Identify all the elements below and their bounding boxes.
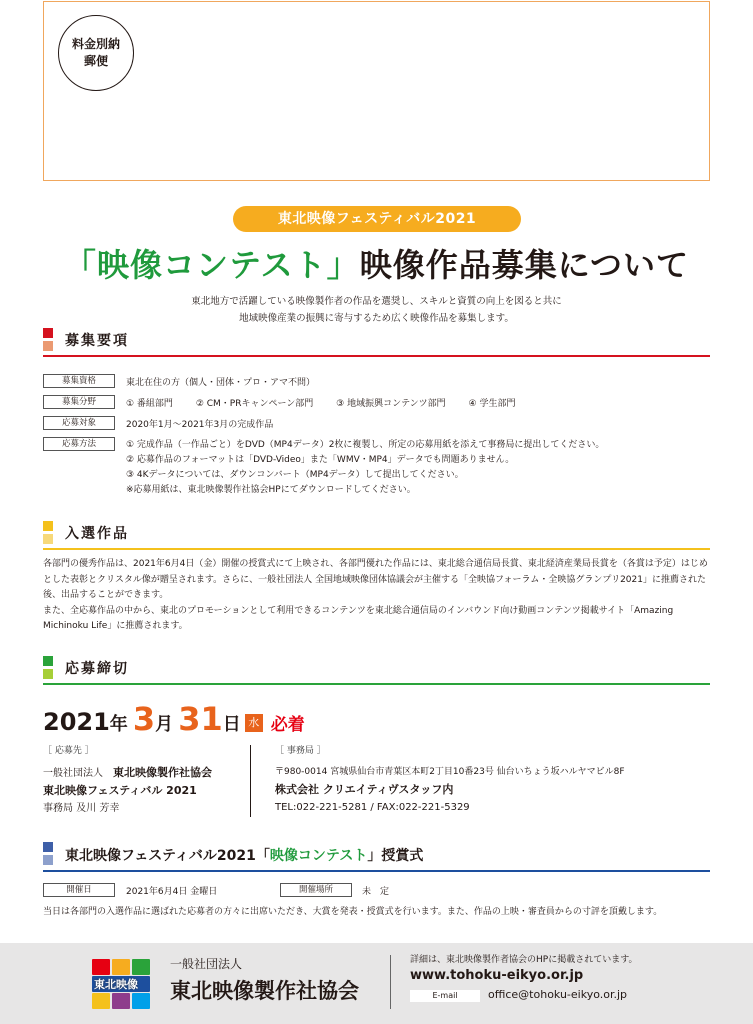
section-marker xyxy=(43,656,53,666)
address-area xyxy=(43,1,710,181)
title-highlight: 映像コンテスト xyxy=(96,246,327,284)
org-name: 東北映像製作社協会 xyxy=(113,766,212,779)
section-title: 募集要項 xyxy=(65,333,129,349)
award-date: 2021年6月4日 金曜日 xyxy=(126,887,218,897)
office-address: 〒980-0014 宮城県仙台市青葉区本町2丁目10番23号 仙台いちょう坂ハルヤマビル8F xyxy=(275,767,625,777)
section-marker xyxy=(43,855,53,865)
section-marker xyxy=(43,534,53,544)
req-tag: 募集分野 xyxy=(43,395,115,409)
deadline-date xyxy=(43,700,305,736)
req-tag: 募集資格 xyxy=(43,374,115,388)
intro-line: 東北地方で活躍している映像製作者の作品を選奨し、スキルと資質の向上を図ると共に xyxy=(191,296,562,307)
deadline-day-unit: 日 xyxy=(222,714,241,735)
section-rule xyxy=(43,548,710,550)
deadline-note: 必着 xyxy=(270,715,305,735)
award-note: 当日は各部門の入選作品に選ばれた応募者の方々に出席いただき、大賞を発表・授賞式を行います。また、作品の上映・審査員からの寸評を頂戴します。 xyxy=(43,907,663,917)
method-line: ※応募用紙は、東北映像製作社協会HPにてダウンロードしてください。 xyxy=(126,485,416,495)
footer xyxy=(0,943,753,1024)
paragraph: 各部門の優秀作品は、2021年6月4日（金）開催の授賞式にて上映され、各部門優れた作品には、東北総合通信局長賞、東北経済産業局長賞を（各賞は予定）はじめとした表彰とクリスタル像が贈呈されます。さらに、一般社団法人 全国地域映像団体協議会が主催する「全映協フォーラム・全映協グランプリ2021」に推薦された後、出品することができます。 xyxy=(43,559,708,600)
submit-to xyxy=(43,743,212,817)
deadline-month-unit: 月 xyxy=(155,714,174,735)
deadline-year-unit: 年 xyxy=(109,714,128,735)
award-title-post: 」授賞式 xyxy=(367,848,424,864)
divider xyxy=(250,745,251,817)
category-item: ① 番組部門 xyxy=(126,399,173,409)
postage-line2: 郵便 xyxy=(83,54,108,68)
section-title: 応募締切 xyxy=(65,661,129,677)
section-award xyxy=(43,842,710,874)
method-line: ② 応募作品のフォーマットは「DVD-Video」また「WMV・MP4」データでも問題ありません。 xyxy=(126,455,515,465)
section-rule xyxy=(43,355,710,357)
method-line: ③ 4Kデータについては、ダウンコンバート（MP4データ）して提出してください。 xyxy=(126,470,464,480)
office-phone: TEL:022-221-5281 / FAX:022-221-5329 xyxy=(275,802,470,813)
section-selected xyxy=(43,521,710,551)
section-requirements xyxy=(43,328,710,358)
section-marker xyxy=(43,842,53,852)
deadline-year: 2021 xyxy=(43,708,110,736)
email-label: E-mail xyxy=(410,990,480,1002)
postage-stamp xyxy=(58,15,134,91)
award-venue: 未 定 xyxy=(362,887,390,897)
paragraph: また、全応募作品の中から、東北のプロモーションとして利用できるコンテンツを東北総合通信局のインバウンド向け動画コンテンツ掲載サイト「Amazing Michinoku Life」に推薦されます。 xyxy=(43,605,674,631)
award-title-highlight: 映像コンテスト xyxy=(269,848,368,864)
section-marker xyxy=(43,669,53,679)
footer-org-name: 東北映像製作社協会 xyxy=(170,979,359,1003)
logo-text: 東北映像 xyxy=(94,978,138,991)
category-item: ③ 地域振興コンテンツ部門 xyxy=(336,399,446,409)
category-item: ④ 学生部門 xyxy=(468,399,516,409)
office-info xyxy=(275,743,625,816)
section-deadline xyxy=(43,656,710,686)
req-tag: 応募対象 xyxy=(43,416,115,430)
deadline-weekday: 水 xyxy=(245,714,263,732)
section-marker xyxy=(43,341,53,351)
title-rest: 映像作品募集について xyxy=(359,246,690,284)
page-title xyxy=(0,240,753,286)
submit-label: ［ 応募先 ］ xyxy=(43,746,94,756)
association-logo xyxy=(92,959,150,1009)
deadline-day: 31 xyxy=(178,700,223,738)
email-link[interactable]: office@tohoku-eikyo.or.jp xyxy=(488,988,628,1001)
category-item: ② CM・PRキャンペーン部門 xyxy=(195,399,314,409)
selected-text xyxy=(43,557,710,635)
event-name: 東北映像フェスティバル 2021 xyxy=(43,784,197,797)
footer-org-prefix: 一般社団法人 xyxy=(170,957,243,971)
req-value: 東北在住の方（個人・団体・プロ・アマ不問） xyxy=(126,378,316,388)
award-title-pre: 東北映像フェスティバル2021「 xyxy=(65,848,270,864)
section-marker xyxy=(43,521,53,531)
section-title: 入選作品 xyxy=(65,526,129,542)
festival-label: 東北映像フェスティバル2021 xyxy=(233,206,521,232)
award-date-tag: 開催日 xyxy=(43,883,115,897)
award-venue-tag: 開催場所 xyxy=(280,883,352,897)
req-value xyxy=(126,396,535,409)
website-link[interactable]: www.tohoku-eikyo.or.jp xyxy=(410,968,584,983)
method-line: ① 完成作品（一作品ごと）をDVD（MP4データ）2枚に複製し、所定の応募用紙を添えて事務局に提出してください。 xyxy=(126,440,605,450)
contact-person: 事務局 及川 芳幸 xyxy=(43,803,120,814)
office-label: ［ 事務局 ］ xyxy=(275,746,326,756)
deadline-month: 3 xyxy=(132,700,156,738)
section-rule xyxy=(43,683,710,685)
section-marker xyxy=(43,328,53,338)
req-value: 2020年1月～2021年3月の完成作品 xyxy=(126,420,274,430)
org-prefix: 一般社団法人 xyxy=(43,768,103,779)
section-rule xyxy=(43,870,710,872)
intro-text xyxy=(0,293,753,327)
intro-line: 地域映像産業の振興に寄与するため広く映像作品を募集します。 xyxy=(239,313,514,324)
submit-org-line xyxy=(43,764,212,782)
method-lines xyxy=(126,438,604,498)
postage-line1: 料金別納 xyxy=(71,37,120,51)
footer-divider xyxy=(390,955,391,1009)
req-tag: 応募方法 xyxy=(43,437,115,451)
section-title xyxy=(65,845,423,865)
office-company: 株式会社 クリエイティヴスタッフ内 xyxy=(275,783,454,796)
title-open: 「 xyxy=(63,246,97,284)
title-close: 」 xyxy=(326,246,360,284)
footer-info: 詳細は、東北映像製作者協会のHPに掲載されています。 xyxy=(410,955,638,965)
